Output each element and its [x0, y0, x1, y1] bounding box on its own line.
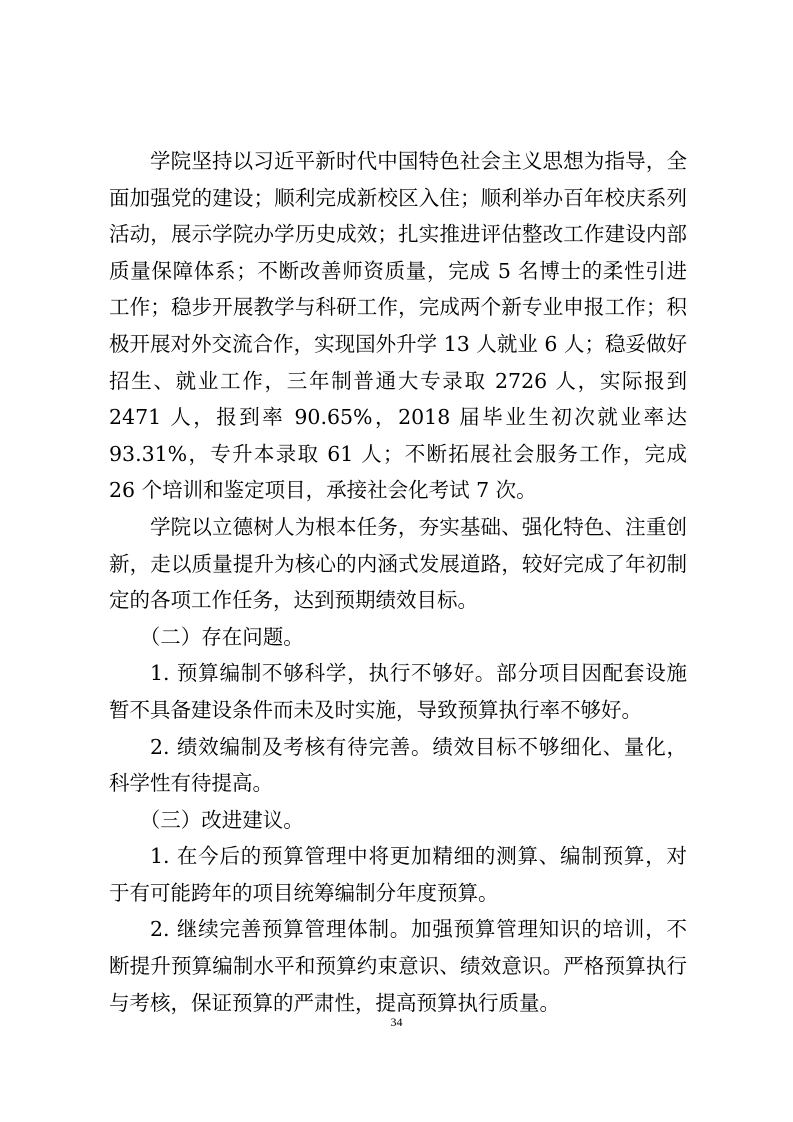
- paragraph-achievements: 学院坚持以习近平新时代中国特色社会主义思想为指导，全面加强党的建设；顺利完成新校区入住；顺利举办百年校庆系列活动，展示学院办学历史成效；扎实推进评估整改工作建设内部质量保障体系；不断改善师资质量，完成 5 名博士的柔性引进工作；稳步开展教学与科研工作，完成两个新专业申报工作；积极开展对外交流合作，实现国外升学 13 人就业 6 人；稳妥做好招生、就业工作，三年制普通大专录取 2726 人，实际报到 2471 人，报到率 90.65%，2018 届毕业生初次就业率达 93.31%，专升本录取 61 人；不断拓展社会服务工作，完成 26 个培训和鉴定项目，承接社会化考试 7 次。: [109, 149, 687, 503]
- suggestion-item-2: 2. 继续完善预算管理体制。加强预算管理知识的培训，不断提升预算编制水平和预算约束意识、绩效意识。严格预算执行与考核，保证预算的严肃性，提高预算执行质量。: [109, 917, 687, 1015]
- problem-item-1: 1. 预算编制不够科学，执行不够好。部分项目因配套设施暂不具备建设条件而未及时实施，导致预算执行率不够好。: [109, 661, 687, 722]
- problem-item-2: 2. 绩效编制及考核有待完善。绩效目标不够细化、量化，科学性有待提高。: [109, 734, 687, 796]
- suggestion-item-1: 1. 在今后的预算管理中将更加精细的测算、编制预算，对于有可能跨年的项目统筹编制分年度预算。: [109, 844, 687, 905]
- heading-suggestions: （三）改进建议。: [139, 807, 304, 832]
- heading-problems: （二）存在问题。: [139, 624, 304, 649]
- page-number: 34: [390, 1015, 403, 1029]
- paragraph-summary: 学院以立德树人为根本任务，夯实基础、强化特色、注重创新，走以质量提升为核心的内涵式发展道路，较好完成了年初制定的各项工作任务，达到预期绩效目标。: [109, 514, 687, 613]
- body-text: [109, 143, 687, 1021]
